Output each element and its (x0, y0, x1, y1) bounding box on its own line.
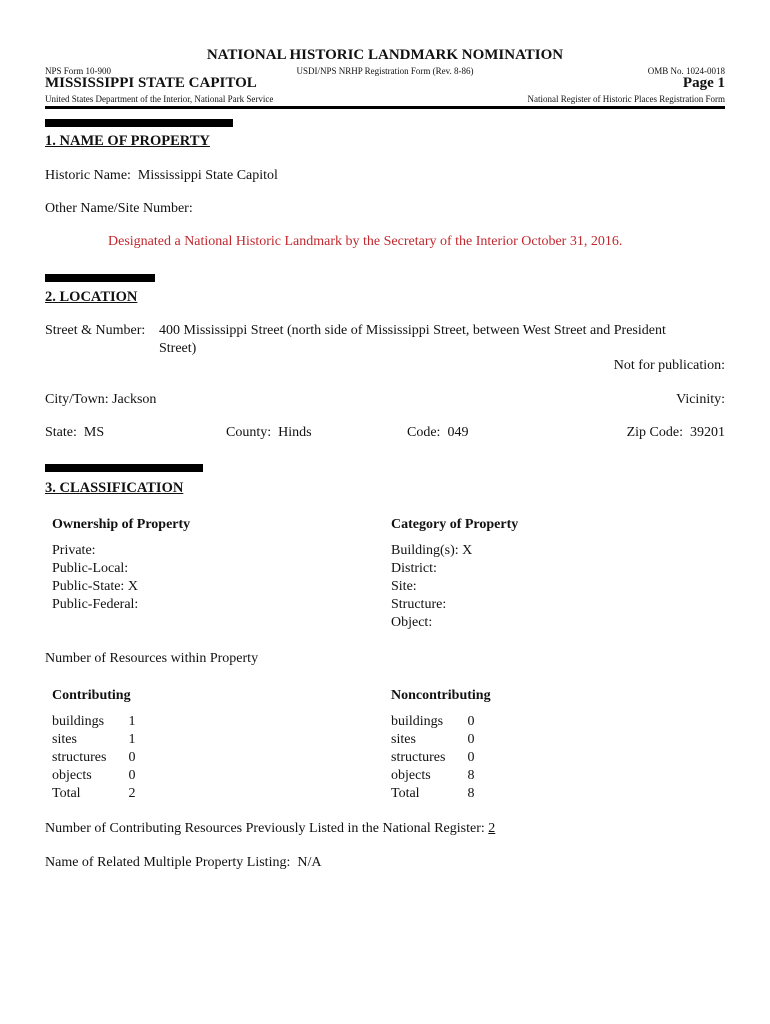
resource-label: sites (52, 732, 77, 747)
resource-label: Total (391, 786, 420, 801)
category-list (391, 542, 472, 632)
multiple-listing-value: N/A (297, 855, 322, 870)
resource-count: 8 (467, 768, 475, 783)
category-item: Site: (391, 579, 417, 594)
city-value: Jackson (112, 392, 157, 407)
previously-listed-label: Number of Contributing Resources Previously Listed in the National Register: (45, 821, 485, 836)
section-bar (45, 274, 155, 282)
city-row (45, 392, 156, 408)
ownership-list (52, 542, 138, 614)
state-value: MS (83, 425, 105, 440)
table-row (391, 749, 474, 767)
ownership-heading: Ownership of Property (52, 517, 191, 532)
historic-name-label: Historic Name: (45, 168, 131, 183)
multiple-listing-row (45, 855, 321, 871)
form-number: NPS Form 10-900 (45, 66, 112, 76)
zip-row (627, 425, 725, 441)
resource-label: sites (391, 732, 416, 747)
resource-count: 8 (467, 786, 475, 801)
code-label: Code: (407, 425, 441, 440)
vicinity-label: Vicinity: (676, 392, 725, 407)
table-row (391, 785, 474, 803)
resource-label: buildings (52, 714, 105, 729)
contributing-table (52, 713, 135, 803)
county-row (226, 425, 312, 441)
other-name-label: Other Name/Site Number: (45, 201, 193, 216)
state-label: State: (45, 425, 77, 440)
resource-count: 0 (128, 768, 136, 783)
section-bar (45, 119, 233, 127)
designation-note: Designated a National Historic Landmark by the Secretary of the Interior October 31, 2016. (108, 234, 623, 249)
form-title: NATIONAL HISTORIC LANDMARK NOMINATION (206, 47, 564, 63)
page-number: Page 1 (682, 75, 725, 91)
section-1-heading: 1. NAME OF PROPERTY (45, 133, 210, 149)
noncontributing-table (391, 713, 474, 803)
category-item: Structure: (391, 597, 447, 612)
zip-value: 39201 (690, 425, 725, 440)
section-2-heading: 2. LOCATION (45, 289, 138, 305)
street-line-2: Street) (159, 341, 197, 356)
multiple-listing-label: Name of Related Multiple Property Listing: (45, 855, 291, 870)
resource-count: 0 (128, 750, 136, 765)
ownership-item: Public-State: X (52, 579, 138, 594)
table-row (391, 767, 474, 785)
code-row (407, 425, 468, 441)
category-heading: Category of Property (391, 517, 519, 532)
header-rule (45, 106, 725, 109)
resource-count: 2 (128, 786, 136, 801)
county-value: Hinds (278, 425, 312, 440)
resource-count: 1 (128, 714, 136, 729)
street-line-1: 400 Mississippi Street (north side of Mississippi Street, between West Street and President (159, 323, 666, 338)
category-item: Object: (391, 615, 433, 630)
table-row (391, 731, 474, 749)
contributing-heading: Contributing (52, 688, 131, 703)
code-value: 049 (447, 425, 469, 440)
register-label: National Register of Historic Places Registration Form (527, 94, 725, 104)
section-3-heading: 3. CLASSIFICATION (45, 480, 184, 496)
resource-count: 0 (467, 714, 475, 729)
omb-number: OMB No. 1024-0018 (647, 66, 725, 76)
county-label: County: (226, 425, 272, 440)
department-label: United States Department of the Interior, National Park Service (45, 94, 274, 104)
table-row (52, 749, 135, 767)
resource-label: structures (391, 750, 446, 765)
ownership-item: Private: (52, 543, 96, 558)
resource-count: 1 (128, 732, 136, 747)
resource-label: objects (391, 768, 431, 783)
previously-listed-value: 2 (488, 821, 496, 836)
not-for-publication: Not for publication: (613, 358, 725, 373)
table-row (52, 785, 135, 803)
city-label: City/Town: (45, 392, 109, 407)
previously-listed-row (45, 821, 495, 837)
category-item: Building(s): X (391, 543, 473, 558)
property-name: MISSISSIPPI STATE CAPITOL (45, 75, 257, 91)
ownership-item: Public-Local: (52, 561, 129, 576)
resource-label: buildings (391, 714, 444, 729)
table-row (52, 731, 135, 749)
state-row (45, 425, 104, 441)
zip-label: Zip Code: (626, 425, 683, 440)
resource-count: 0 (467, 732, 475, 747)
table-row (52, 767, 135, 785)
table-row (52, 713, 135, 731)
street-label: Street & Number: (45, 323, 146, 338)
category-item: District: (391, 561, 437, 576)
table-row (391, 713, 474, 731)
ownership-item: Public-Federal: (52, 597, 139, 612)
noncontributing-heading: Noncontributing (391, 688, 491, 703)
section-bar (45, 464, 203, 472)
resource-label: structures (52, 750, 107, 765)
historic-name-value: Mississippi State Capitol (137, 168, 278, 183)
resource-label: Total (52, 786, 81, 801)
resource-count: 0 (467, 750, 475, 765)
resources-label: Number of Resources within Property (45, 651, 259, 666)
form-name: USDI/NPS NRHP Registration Form (Rev. 8-86) (296, 66, 474, 76)
resource-label: objects (52, 768, 92, 783)
historic-name-row (45, 168, 278, 184)
